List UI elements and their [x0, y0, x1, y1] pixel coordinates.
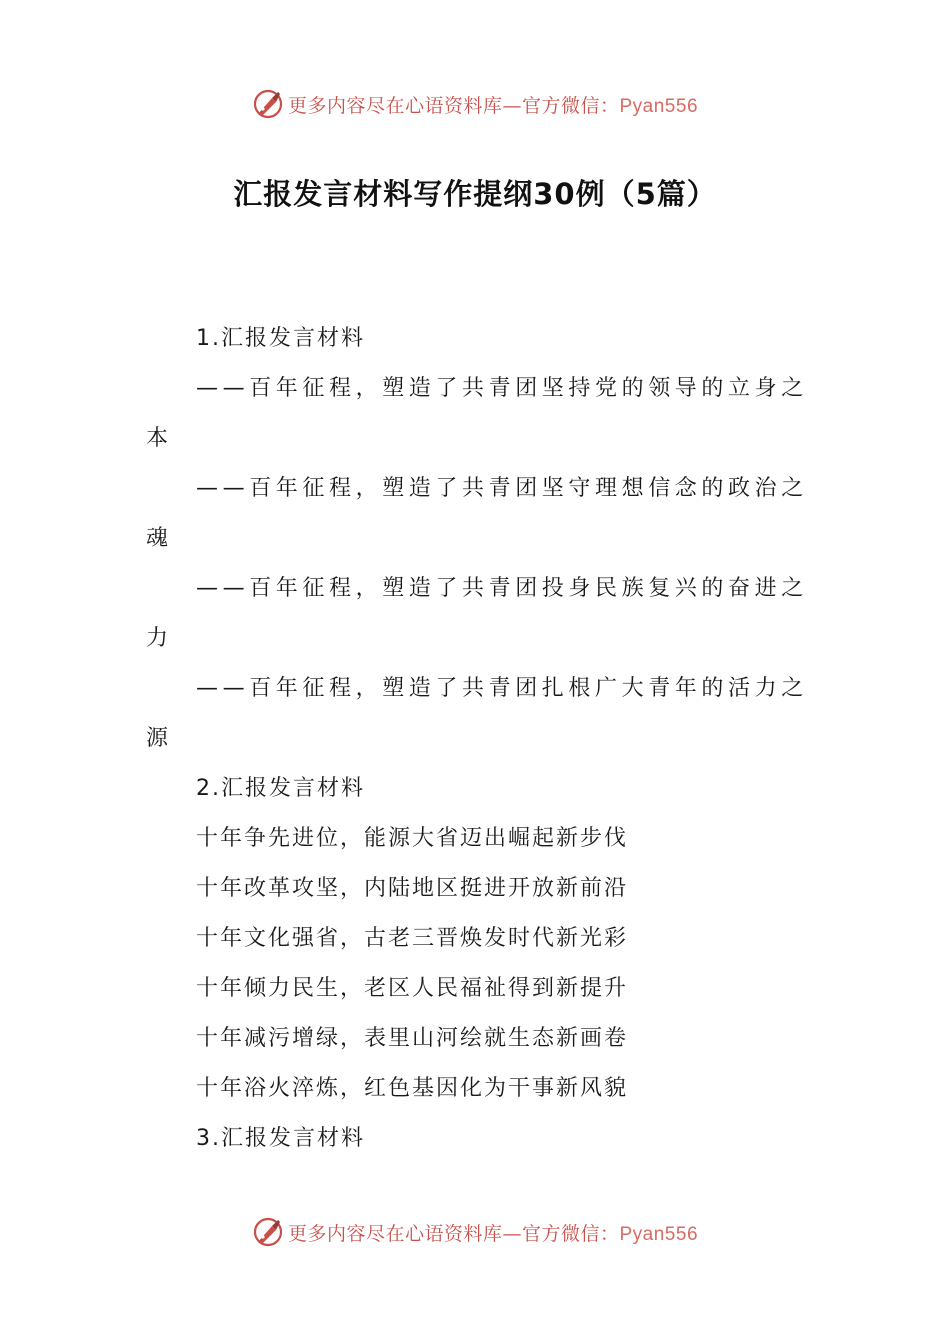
- list-item-continuation: 本: [146, 426, 171, 451]
- pen-circle-icon: [252, 88, 284, 120]
- section-heading-1: 1.汇报发言材料: [196, 326, 365, 351]
- list-item: 十年改革攻坚，内陆地区挺进开放新前沿: [196, 876, 629, 901]
- wechat-id: Pyan556: [619, 1223, 699, 1245]
- banner-text: 更多内容尽在心语资料库—官方微信：Pyan556: [287, 1222, 699, 1245]
- section-heading-2: 2.汇报发言材料: [196, 776, 365, 801]
- list-item-continuation: 力: [146, 626, 171, 651]
- list-item: ——百年征程，塑造了共青团投身民族复兴的奋进之: [196, 576, 808, 601]
- list-item: ——百年征程，塑造了共青团扎根广大青年的活力之: [196, 676, 808, 701]
- list-item: 十年浴火淬炼，红色基因化为干事新风貌: [196, 1076, 629, 1101]
- list-item: 十年文化强省，古老三晋焕发时代新光彩: [196, 926, 629, 951]
- list-item-continuation: 源: [146, 726, 171, 751]
- footer-banner: [0, 1212, 950, 1252]
- section-heading-3: 3.汇报发言材料: [196, 1126, 365, 1151]
- header-banner: [0, 84, 950, 124]
- list-item: 十年倾力民生，老区人民福祉得到新提升: [196, 976, 629, 1001]
- document-body: [146, 314, 806, 1164]
- banner-text: 更多内容尽在心语资料库—官方微信：Pyan556: [287, 94, 699, 117]
- list-item-continuation: 魂: [146, 526, 171, 551]
- document-title: 汇报发言材料写作提纲30例（5篇）: [233, 177, 717, 211]
- wechat-id: Pyan556: [619, 95, 699, 117]
- list-item: ——百年征程，塑造了共青团坚守理想信念的政治之: [196, 476, 808, 501]
- list-item: 十年减污增绿，表里山河绘就生态新画卷: [196, 1026, 629, 1051]
- list-item: ——百年征程，塑造了共青团坚持党的领导的立身之: [196, 376, 808, 401]
- pen-circle-icon: [252, 1216, 284, 1248]
- list-item: 十年争先进位，能源大省迈出崛起新步伐: [196, 826, 629, 851]
